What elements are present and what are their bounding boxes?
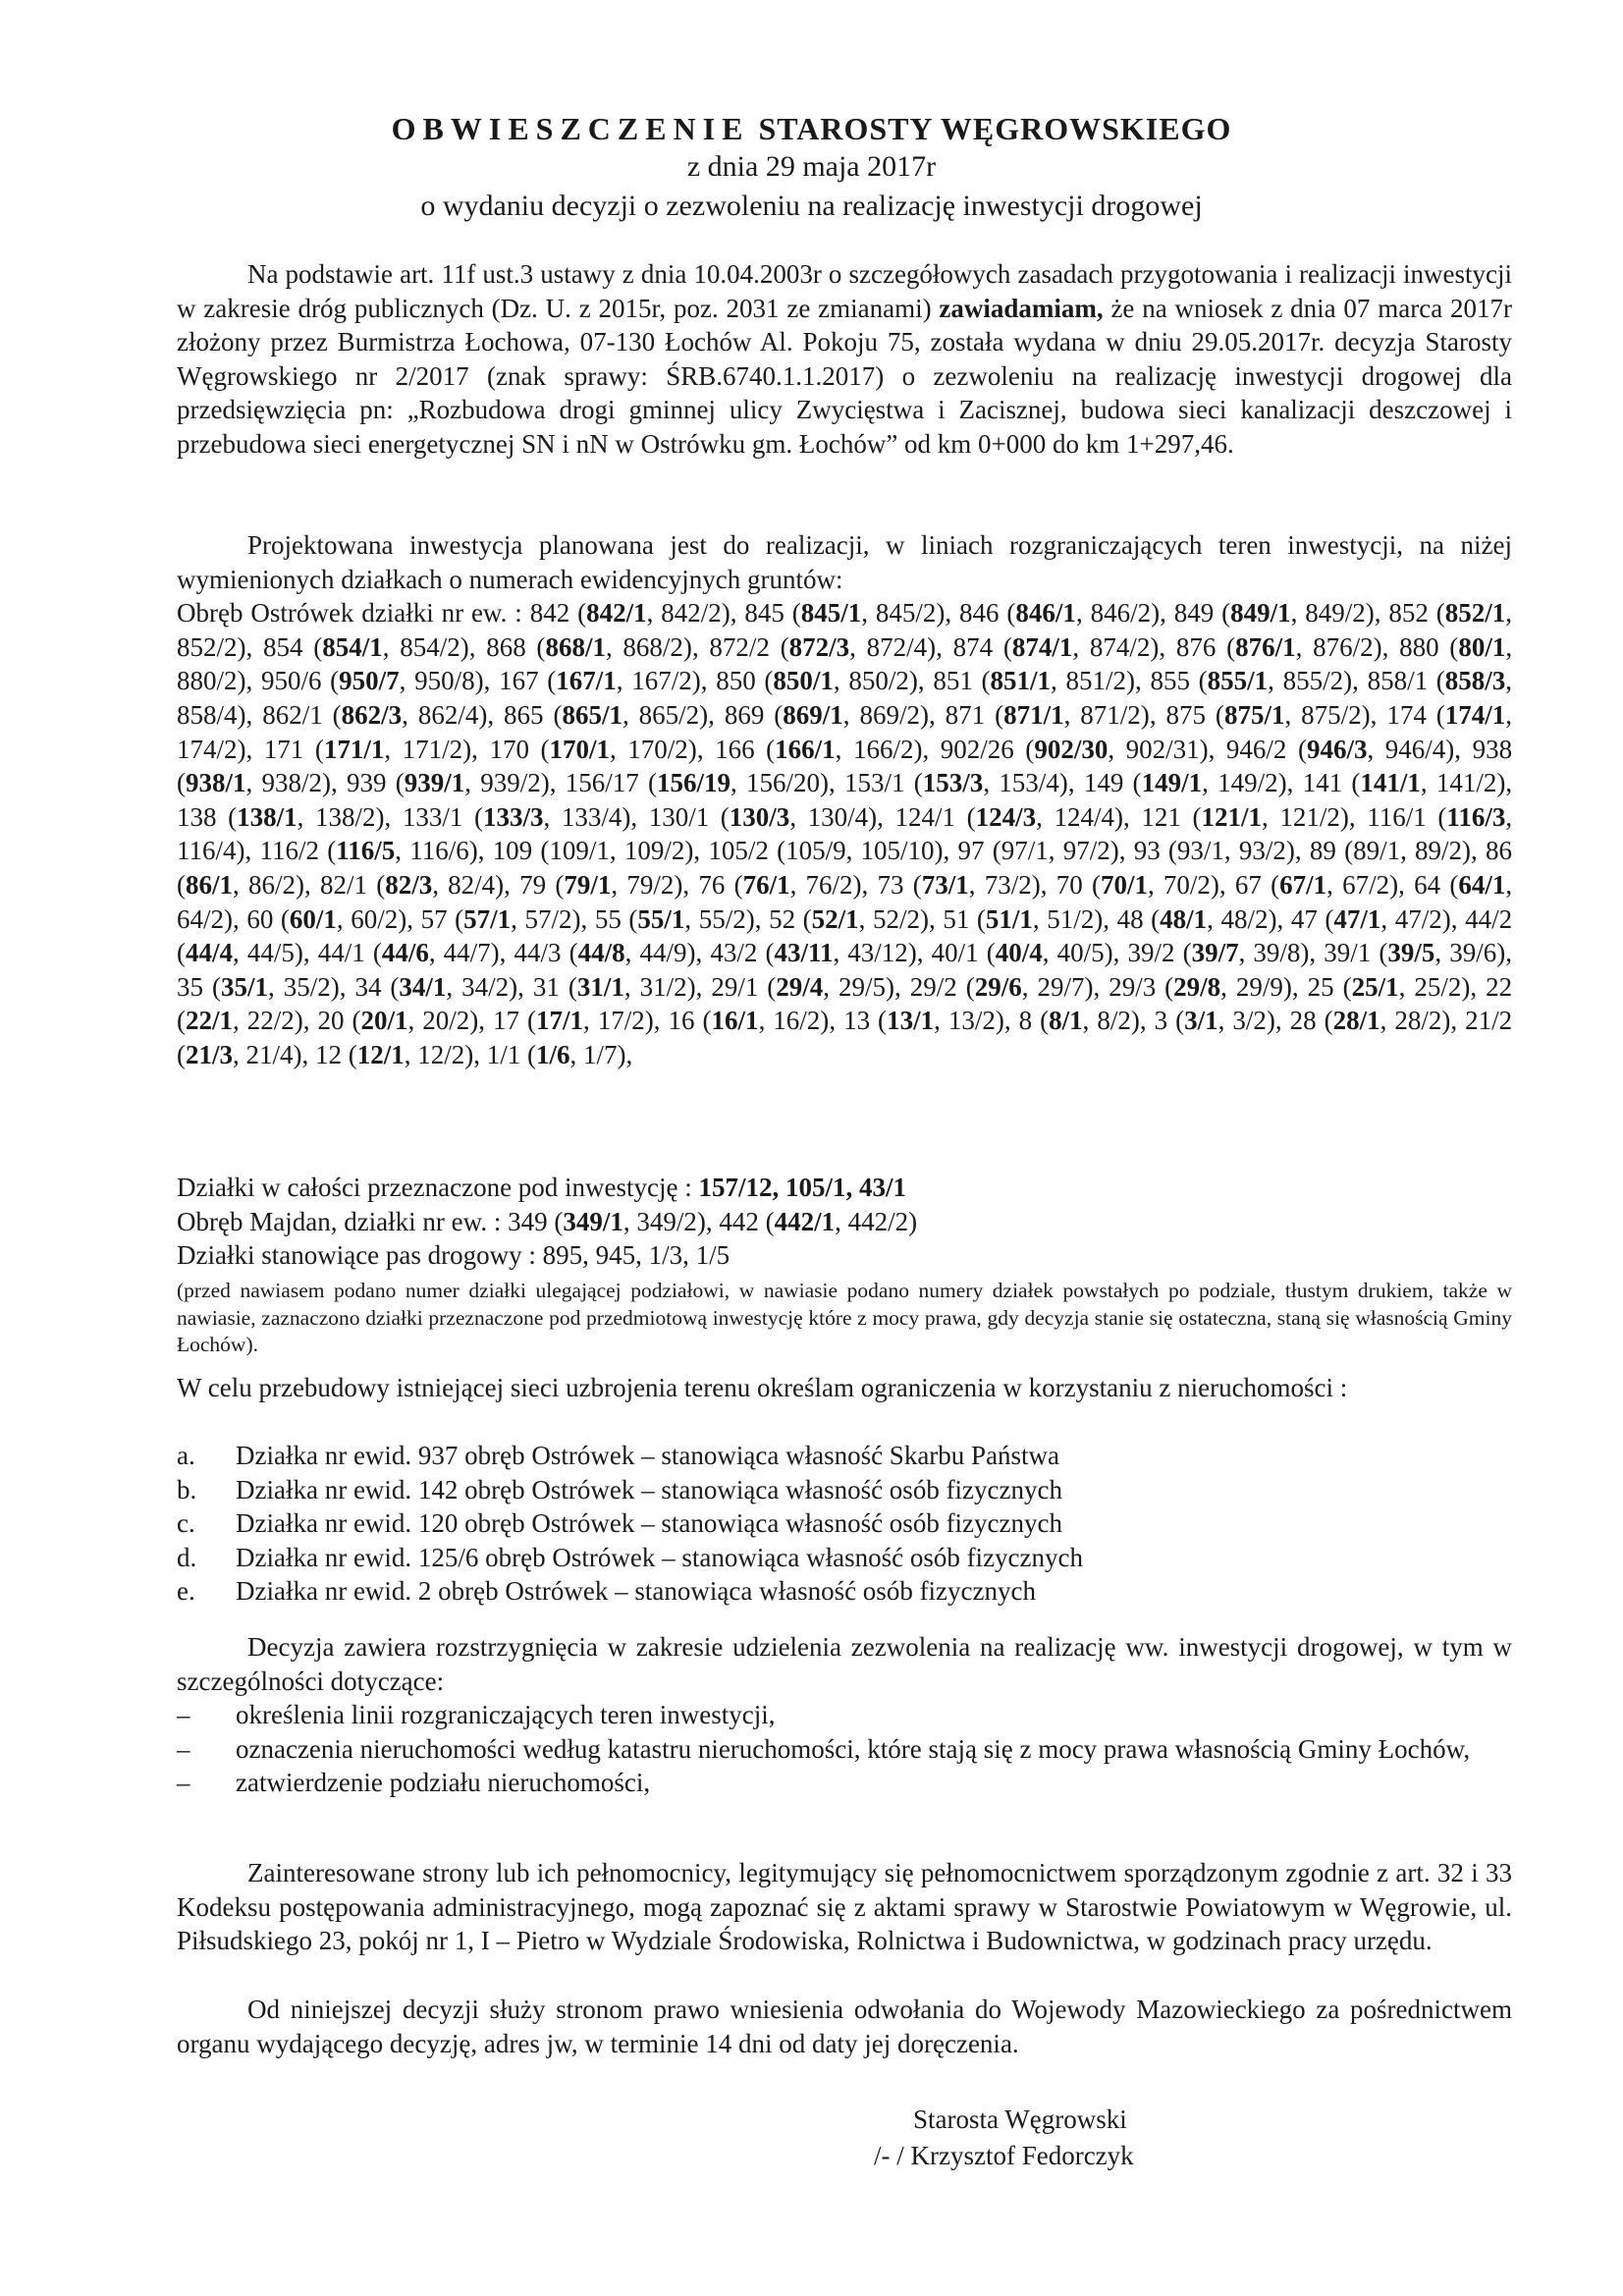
- signature-name: /- / Krzysztof Fedorczyk: [874, 2141, 1134, 2170]
- list-item: e. Działka nr ewid. 2 obręb Ostrówek – stanowiąca własność osób fizycznych: [177, 1576, 1036, 1607]
- parcel-entry: 105/2 (105/9, 105/10): [708, 836, 944, 866]
- parcel-list: 842 (842/1, 842/2), 845 (845/1, 845/2), 846 (846/1, 846/2), 849 (849/1, 849/2), 852 (852/1, 852/2), 854 (854/1, 854/2), 868 (868/1, 868/2), 872/2 (872/3, 872/4), 874 (874/1, 874/2), 876 (876/1, 876/2), 880 (80/1, 880/2), 950/6 (950/7, 950/8), 167 (167/1, 167/2), 850 (850/1, 850/2), 851 (851/1, 851/2), 855 (855/1, 855/2), 858/1 (858/3, 858/4), 862/1 (862/3, 862/4), 865 (865/1, 865/2), 869 (869/1, 869/2), 871 (871/1, 871/2), 875 (875/1, 875/2), 174 (174/1, 174/2), 171 (171/1, 171/2), 170 (170/1, 170/2), 166 (166/1, 166/2), 902/26 (902/30, 902/31), 946/2 (946/3, 946/4), 938 (938/1, 938/2), 939 (939/1, 939/2), 156/17 (156/19, 156/20), 153/1 (153/3, 153/4), 149 (149/1, 149/2), 141 (141/1, 141/2), 138 (138/1, 138/2), 133/1 (133/3, 133/4), 130/1 (130/3, 130/4), 124/1 (124/3, 124/4), 121 (121/1, 121/2), 116/1 (116/3, 116/4), 116/2 (116/5, 116/6), 109 (109/1, 109/2), 105/2 (105/9, 105/10), 97 (97/1, 97/2), 93 (93/1, 93/2), 89 (89/1, 89/2), 86 (86/1, 86/2), 82/1 (82/3, 82/4), 79 (79/1, 79/2), 76 (76/1, 76/2), 73 (73/1, 73/2), 70 (70/1, 70/2), 67 (67/1, 67/2), 64 (64/1, 64/2), 60 (60/1, 60/2), 57 (57/1, 57/2), 55 (55/1, 55/2), 52 (52/1, 52/2), 51 (51/1, 51/2), 48 (48/1, 48/2), 47 (47/1, 47/2), 44/2 (44/4, 44/5), 44/1 (44/6, 44/7), 44/3 (44/8, 44/9), 43/2 (43/11, 43/12), 40/1 (40/4, 40/5), 39/2 (39/7, 39/8), 39/1 (39/5, 39/6), 35 (35/1, 35/2), 34 (34/1, 34/2), 31 (31/1, 31/2), 29/1 (29/4, 29/5), 29/2 (29/6, 29/7), 29/3 (29/8, 29/9), 25 (25/1, 25/2), 22 (22/1, 22/2), 20 (20/1, 20/2), 17 (17/1, 17/2), 16 (16/1, 16/2), 13 (13/1, 13/2), 8 (8/1, 8/2), 3 (3/1, 3/2), 28 (28/1, 28/2), 21/2 (21/3, 21/4), 12 (12/1, 12/2), 1/1 (1/6, 1/7),: [177, 598, 1513, 1069]
- parcel-entry: 939 (939/1, 939/2): [347, 768, 550, 798]
- parcel-entry: 21/2 (21/3, 21/4): [177, 1006, 1513, 1069]
- parcel-entry: 174 (174/1, 174/2): [177, 699, 1513, 764]
- explanatory-note: (przed nawiasem podano numer działki ulegającej podziałowi, w nawiasie podano numery działek powstałych po podziale, tłustym drukiem, także w nawiasie, zaznaczono działki przeznaczone pod przedmiotową inwestycję które z mocy prawa, gdy decyzja stanie się ostateczna, staną się własnością Gminy Łochów).: [177, 1279, 1512, 1356]
- parcel-entry: 40/1 (40/4, 40/5): [931, 938, 1113, 968]
- intro-paragraph: Na podstawie art. 11f ust.3 ustawy z dnia 10.04.2003r o szczegółowych zasadach przygotowania i realizacji inwestycji w zakresie dróg publicznych (Dz. U. z 2015r, poz. 2031 ze zmianami) zawiadamiam, że na wniosek z dnia 07 marca 2017r złożony przez Burmistrza Łochowa, 07-130 Łochów Al. Pokoju 75, została wydana w dniu 29.05.2017r. decyzja Starosty Węgrowskiego nr 2/2017 (znak sprawy: ŚRB.6740.1.1.2017) o zezwoleniu na realizację inwestycji drogowej dla przedsięwzięcia pn: „Rozbudowa drogi gminnej ulicy Zwycięstwa i Zacisznej, budowa sieci kanalizacji deszczowej i przebudowa sieci energetycznej SN i nN w Ostrówku gm. Łochów” od km 0+000 do km 1+297,46.: [177, 259, 1512, 459]
- parcel-entry: 93 (93/1, 93/2): [1133, 836, 1295, 866]
- parcel-entry: 153/1 (153/3, 153/4): [844, 768, 1068, 798]
- parcel-entry: 109 (109/1, 109/2): [492, 836, 694, 866]
- project-paragraph: Projektowana inwestycja planowana jest do realizacji, w liniach rozgraniczających teren inwestycji, na niżej wymienionych działkach o numerach ewidencyjnych gruntów: Obręb Ostrówek działki nr ew. : 842 (842/1, 842/2), 845 (845/1, 845/2), 846 (846/1, 846/2), 849 (849/1, 849/2), 852 (852/1, 852/2), 854 (854/1, 854/2), 868 (868/1, 868/2), 872/2 (872/3, 872/4), 874 (874/1, 874/2), 876 (876/1, 876/2), 880 (80/1, 880/2), 950/6 (950/7, 950/8), 167 (167/1, 167/2), 850 (850/1, 850/2), 851 (851/1, 851/2), 855 (855/1, 855/2), 858/1 (858/3, 858/4), 862/1 (862/3, 862/4), 865 (865/1, 865/2), 869 (869/1, 869/2), 871 (871/1, 871/2), 875 (875/1, 875/2), 174 (174/1, 174/2), 171 (171/1, 171/2), 170 (170/1, 170/2), 166 (166/1, 166/2), 902/26 (902/30, 902/31), 946/2 (946/3, 946/4), 938 (938/1, 938/2), 939 (939/1, 939/2), 156/17 (156/19, 156/20), 153/1 (153/3, 153/4), 149 (149/1, 149/2), 141 (141/1, 141/2), 138 (138/1, 138/2), 133/1 (133/3, 133/4), 130/1 (130/3, 130/4), 124/1 (124/3, 124/4), 121 (121/1, 121/2), 116/1 (116/3, 116/4), 116/2 (116/5, 116/6), 109 (109/1, 109/2), 105/2 (105/9, 105/10), 97 (97/1, 97/2), 93 (93/1, 93/2), 89 (89/1, 89/2), 86 (86/1, 86/2), 82/1 (82/3, 82/4), 79 (79/1, 79/2), 76 (76/1, 76/2), 73 (73/1, 73/2), 70 (70/1, 70/2), 67 (67/1, 67/2), 64 (64/1, 64/2), 60 (60/1, 60/2), 57 (57/1, 57/2), 55 (55/1, 55/2), 52 (52/1, 52/2), 51 (51/1, 51/2), 48 (48/1, 48/2), 47 (47/1, 47/2), 44/2 (44/4, 44/5), 44/1 (44/6, 44/7), 44/3 (44/8, 44/9), 43/2 (43/11, 43/12), 40/1 (40/4, 40/5), 39/2 (39/7, 39/8), 39/1 (39/5, 39/6), 35 (35/1, 35/2), 34 (34/1, 34/2), 31 (31/1, 31/2), 29/1 (29/4, 29/5), 29/2 (29/6, 29/7), 29/3 (29/8, 29/9), 25 (25/1, 25/2), 22 (22/1, 22/2), 20 (20/1, 20/2), 17 (17/1, 17/2), 16 (16/1, 16/2), 13 (13/1, 13/2), 8 (8/1, 8/2), 3 (3/1, 3/2), 28 (28/1, 28/2), 21/2 (21/3, 21/4), 12 (12/1, 12/2), 1/1 (1/6, 1/7),: [177, 530, 1513, 1069]
- signature-title: Starosta Węgrowski: [913, 2105, 1127, 2134]
- parcel-entry: 852 (852/1, 852/2): [177, 598, 1513, 662]
- parcel-entry: 141 (141/1, 141/2): [1302, 768, 1506, 798]
- parcel-entry: 82/1 (82/3, 82/4): [319, 869, 505, 900]
- parcel-entry: 880 (80/1, 880/2): [177, 631, 1513, 696]
- parcel-entry: 868 (868/1, 868/2): [486, 631, 692, 662]
- parcel-entry: 851 (851/1, 851/2): [933, 666, 1135, 696]
- restrictions-intro: W celu przebudowy istniejącej sieci uzbrojenia terenu określam ograniczenia w korzystaniu z nieruchomości :: [177, 1373, 1348, 1402]
- parcel-entry: 872/2 (872/3, 872/4): [709, 631, 937, 662]
- parcel-entry: 166 (166/1, 166/2): [715, 734, 923, 764]
- parcel-entry: 57 (57/1, 57/2): [420, 903, 581, 934]
- parcel-entry: 43/2 (43/11, 43/12): [710, 938, 917, 968]
- parcel-entry: 47 (47/1, 47/2): [1290, 903, 1451, 934]
- document-title: OBWIESZCZENIE STAROSTY WĘGROWSKIEGO: [391, 111, 1232, 146]
- parcel-entry: 946/2 (946/3, 946/4): [1225, 734, 1455, 764]
- road-parcels-line: Działki stanowiące pas drogowy : 895, 945, 1/3, 1/5: [177, 1240, 730, 1270]
- parcel-entry: 846 (846/1, 846/2): [959, 598, 1161, 629]
- parcel-entry: 862/1 (862/3, 862/4): [262, 699, 488, 730]
- list-item: d. Działka nr ewid. 125/6 obręb Ostrówek – stanowiąca własność osób fizycznych: [177, 1542, 1083, 1572]
- parcel-entry: 25 (25/1, 25/2): [1307, 971, 1471, 1002]
- parcel-entry: 842 (842/1, 842/2): [529, 598, 730, 629]
- parcel-entry: 8 (8/1, 8/2): [1018, 1006, 1140, 1036]
- parcel-entry: 31 (31/1, 31/2): [532, 971, 696, 1002]
- parcel-entry: 44/1 (44/6, 44/7): [317, 938, 500, 968]
- parcel-entry: 871 (871/1, 871/2): [945, 699, 1150, 730]
- parcel-entry: 170 (170/1, 170/2): [489, 734, 697, 764]
- parcel-entry: 67 (67/1, 67/2): [1234, 869, 1399, 900]
- parcel-entry: 854 (854/1, 854/2): [262, 631, 469, 662]
- closing-paragraph-2: Od niniejszej decyzji służy stronom prawo wniesienia odwołania do Wojewody Mazowieckiego za pośrednictwem organu wydającego decyzję, adres jw, w terminie 14 dni od daty jej doręczenia.: [177, 1995, 1512, 2058]
- document-date: z dnia 29 maja 2017r: [686, 150, 937, 183]
- parcel-entry: 156/17 (156/19, 156/20): [565, 768, 830, 798]
- parcel-entry: 855 (855/1, 855/2): [1150, 666, 1353, 696]
- parcel-entry: 849 (849/1, 849/2): [1173, 598, 1375, 629]
- parcel-entry: 64 (64/1, 64/2): [177, 869, 1513, 934]
- parcel-entry: 950/6 (950/7, 950/8): [260, 666, 484, 696]
- parcel-entry: 133/1 (133/3, 133/4): [402, 801, 631, 832]
- parcel-entry: 138 (138/1, 138/2): [177, 801, 385, 832]
- list-item: a. Działka nr ewid. 937 obręb Ostrówek – stanowiąca własność Skarbu Państwa: [177, 1441, 1060, 1470]
- parcel-entry: 39/2 (39/7, 39/8): [1127, 938, 1310, 968]
- parcel-entry: 13 (13/1, 13/2): [843, 1006, 1004, 1036]
- parcel-entry: 167 (167/1, 167/2): [499, 666, 701, 696]
- list-item: – zatwierdzenie podziału nieruchomości,: [177, 1768, 651, 1798]
- parcel-entry: 28 (28/1, 28/2): [1289, 1006, 1451, 1036]
- parcel-entry: 130/1 (130/3, 130/4): [648, 801, 878, 832]
- parcel-entry: 875 (875/1, 875/2): [1165, 699, 1371, 730]
- list-item: – określenia linii rozgraniczających teren inwestycji,: [177, 1700, 776, 1729]
- parcel-entry: 48 (48/1, 48/2): [1116, 903, 1277, 934]
- parcel-entry: 39/1 (39/5, 39/6): [1324, 938, 1506, 968]
- parcel-entry: 1/1 (1/6, 1/7): [486, 1039, 626, 1069]
- parcel-entry: 869 (869/1, 869/2): [724, 699, 929, 730]
- parcel-entry: 16 (16/1, 16/2): [668, 1006, 830, 1036]
- parcel-entry: 116/1 (116/3, 116/4): [177, 801, 1513, 866]
- parcel-entry: 52 (52/1, 52/2): [769, 903, 929, 934]
- majdan-parcels-line: Obręb Majdan, działki nr ew. : 349 (349/1, 349/2), 442 (442/1, 442/2): [177, 1207, 918, 1236]
- parcel-entry: 44/2 (44/4, 44/5): [177, 903, 1513, 968]
- whole-parcels-line: Działki w całości przeznaczone pod inwestycję : 157/12, 105/1, 43/1: [177, 1173, 907, 1202]
- list-item: b. Działka nr ewid. 142 obręb Ostrówek – stanowiąca własność osób fizycznych: [177, 1474, 1062, 1504]
- parcel-entry: 116/2 (116/5, 116/6): [259, 836, 478, 866]
- parcel-entry: 865 (865/1, 865/2): [504, 699, 709, 730]
- parcel-entry: 97 (97/1, 97/2): [957, 836, 1119, 866]
- parcel-entry: 171 (171/1, 171/2): [263, 734, 472, 764]
- parcel-entry: 858/1 (858/3, 858/4): [177, 666, 1513, 730]
- parcel-entry: 20 (20/1, 20/2): [317, 1006, 479, 1036]
- parcel-entry: 89 (89/1, 89/2): [1309, 836, 1472, 866]
- restrictions-list: [177, 1439, 1083, 1609]
- parcel-entry: 29/3 (29/8, 29/9): [1109, 971, 1292, 1002]
- parcel-entry: 874 (874/1, 874/2): [952, 631, 1160, 662]
- parcel-entry: 938 (938/1, 938/2): [177, 734, 1513, 798]
- document-subject: o wydaniu decyzji o zezwoleniu na realizację inwestycji drogowej: [420, 190, 1203, 222]
- parcel-entry: 55 (55/1, 55/2): [594, 903, 755, 934]
- list-item: c. Działka nr ewid. 120 obręb Ostrówek – stanowiąca własność osób fizycznych: [177, 1508, 1062, 1539]
- parcel-entry: 35 (35/1, 35/2): [177, 971, 340, 1002]
- parcel-entry: 121 (121/1, 121/2): [1141, 801, 1349, 832]
- parcel-entry: 3 (3/1, 3/2): [1154, 1006, 1275, 1036]
- parcel-entry: 29/1 (29/4, 29/5): [711, 971, 895, 1002]
- parcel-entry: 70 (70/1, 70/2): [1055, 869, 1219, 900]
- parcel-entry: 76 (76/1, 76/2): [698, 869, 862, 900]
- parcel-entry: 34 (34/1, 34/2): [354, 971, 518, 1002]
- parcel-entry: 79 (79/1, 79/2): [519, 869, 683, 900]
- parcel-entry: 149 (149/1, 149/2): [1083, 768, 1287, 798]
- decision-list: [177, 1698, 1512, 1800]
- parcel-entry: 51 (51/1, 51/2): [943, 903, 1104, 934]
- parcel-entry: 29/2 (29/6, 29/7): [909, 971, 1094, 1002]
- parcel-entry: 124/1 (124/3, 124/4): [894, 801, 1124, 832]
- closing-paragraph-1: Zainteresowane strony lub ich pełnomocnicy, legitymujący się pełnomocnictwem sporządzonym zgodnie z art. 32 i 33 Kodeksu postępowania administracyjnego, mogą zapoznać się z aktami sprawy w Starostwie Powiatowym w Węgrowie, ul. Piłsudskiego 23, pokój nr 1, I – Pietro w Wydziale Środowiska, Rolnictwa i Budownictwa, w godzinach pracy urzędu.: [177, 1858, 1512, 1956]
- parcel-entry: 44/3 (44/8, 44/9): [514, 938, 696, 968]
- parcel-entry: 902/26 (902/30, 902/31): [940, 734, 1209, 764]
- parcel-entry: 22 (22/1, 22/2): [177, 971, 1513, 1036]
- parcel-entry: 850 (850/1, 850/2): [716, 666, 918, 696]
- parcel-entry: 845 (845/1, 845/2): [744, 598, 946, 629]
- parcel-entry: 876 (876/1, 876/2): [1175, 631, 1382, 662]
- parcel-entry: 86 (86/1, 86/2): [177, 836, 1513, 900]
- parcel-entry: 17 (17/1, 17/2): [493, 1006, 654, 1036]
- list-item: – oznaczenia nieruchomości według katastru nieruchomości, które stają się z mocy prawa własnością Gminy Łochów,: [177, 1733, 1471, 1764]
- parcel-entry: 12 (12/1, 12/2): [315, 1039, 474, 1069]
- parcel-entry: 73 (73/1, 73/2): [877, 869, 1041, 900]
- parcel-entry: 60 (60/1, 60/2): [246, 903, 407, 934]
- decision-intro: Decyzja zawiera rozstrzygnięcia w zakresie udzielenia zezwolenia na realizację ww. inwestycji drogowej, w tym w szczególności dotyczące:: [177, 1632, 1512, 1696]
